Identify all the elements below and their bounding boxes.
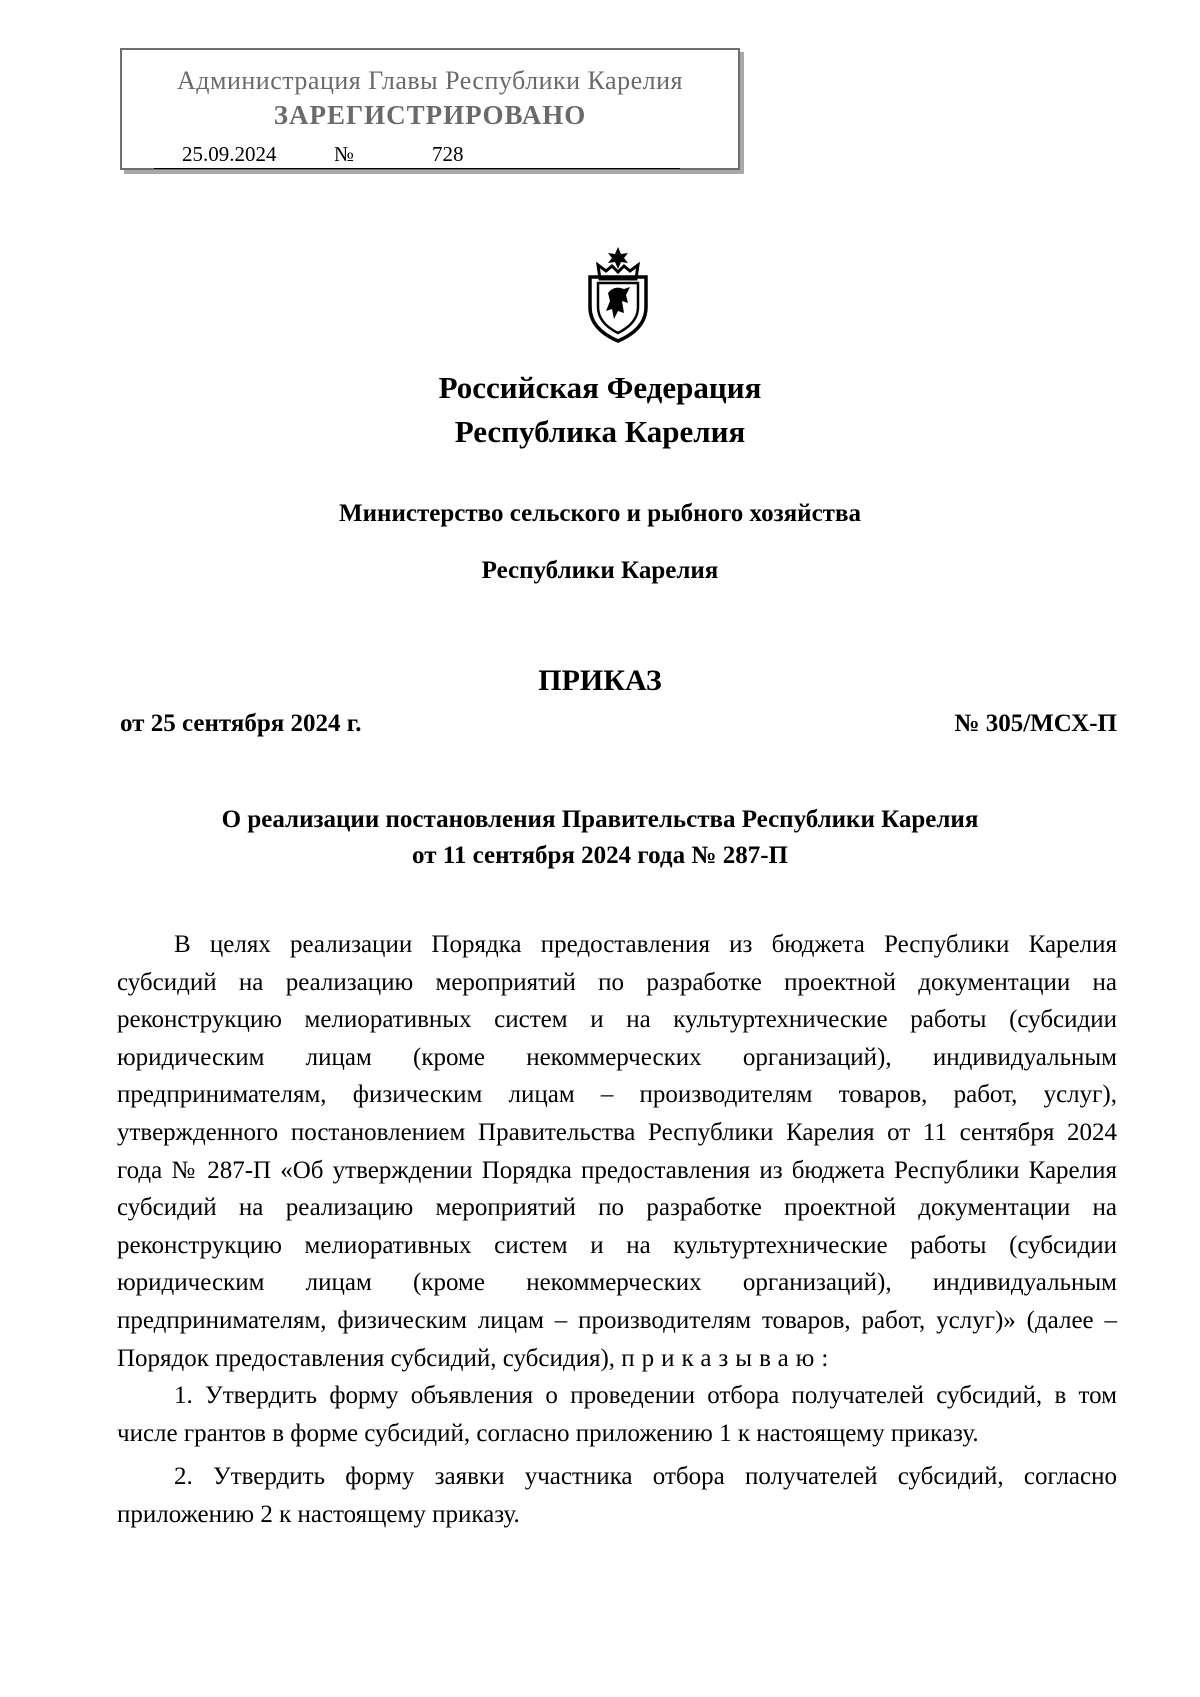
- stamp-administration: Администрация Главы Республики Карелия: [177, 66, 683, 95]
- intro-text: В целях реализации Порядка предоставления из бюджета Республики Карелия субсидий на реализацию мероприятий по разработке проектной документации на реконструкцию мелиоративных систем и на культуртехнические работы (субсидии юридическим лицам (кроме некоммерческих организаций), индивидуальным предпринимателям, физическим лицам – производителям товаров, работ, услуг), утвержденного постановлением Правительства Республики Карелия от 11 сентября 2024 года № 287-П «Об утверждении Порядка предоставления из бюджета Республики Карелия субсидий на реализацию мероприятий по разработке проектной документации на реконструкцию мелиоративных систем и на культуртехнические работы (субсидии юридическим лицам (кроме некоммерческих организаций), индивидуальным предпринимателям, физическим лицам – производителям товаров, работ, услуг)» (далее – Порядок предоставления субсидий, субсидия),: [117, 931, 1117, 1372]
- document-type: ПРИКАЗ: [538, 664, 662, 697]
- ministry-name: Министерство сельского и рыбного хозяйства: [339, 500, 861, 527]
- stamp-registered: ЗАРЕГИСТРИРОВАНО: [273, 100, 587, 130]
- ministry-name-line2: Республики Карелия: [481, 557, 719, 584]
- stamp-number-sign: №: [334, 142, 355, 166]
- order-body: [117, 926, 1117, 1534]
- item-1: 1. Утвердить форму объявления о проведении отбора получателей субсидий, в том числе грантов в форме субсидий, согласно приложению 1 к настоящему приказу.: [117, 1382, 1117, 1447]
- country-name: Российская Федерация: [438, 370, 762, 405]
- stamp-registration-line: [154, 142, 680, 169]
- order-word: приказываю:: [621, 1344, 836, 1372]
- stamp-date: 25.09.2024: [182, 142, 277, 166]
- order-subject-line2: от 11 сентября 2024 года № 287-П: [412, 842, 788, 869]
- order-number: № 305/МСХ-П: [954, 710, 1117, 737]
- item-2: 2. Утвердить форму заявки участника отбора получателей субсидий, согласно приложению 2 к настоящему приказу.: [117, 1463, 1117, 1528]
- order-subject: О реализации постановления Правительства Республики Карелия: [221, 806, 979, 833]
- region-name: Республика Карелия: [454, 414, 746, 449]
- intro-paragraph: [117, 926, 1117, 1377]
- order-date: от 25 сентября 2024 г.: [120, 710, 362, 737]
- karelia-coat-of-arms-icon: [568, 245, 668, 345]
- registration-stamp: [120, 48, 740, 170]
- stamp-number: 728: [432, 142, 464, 166]
